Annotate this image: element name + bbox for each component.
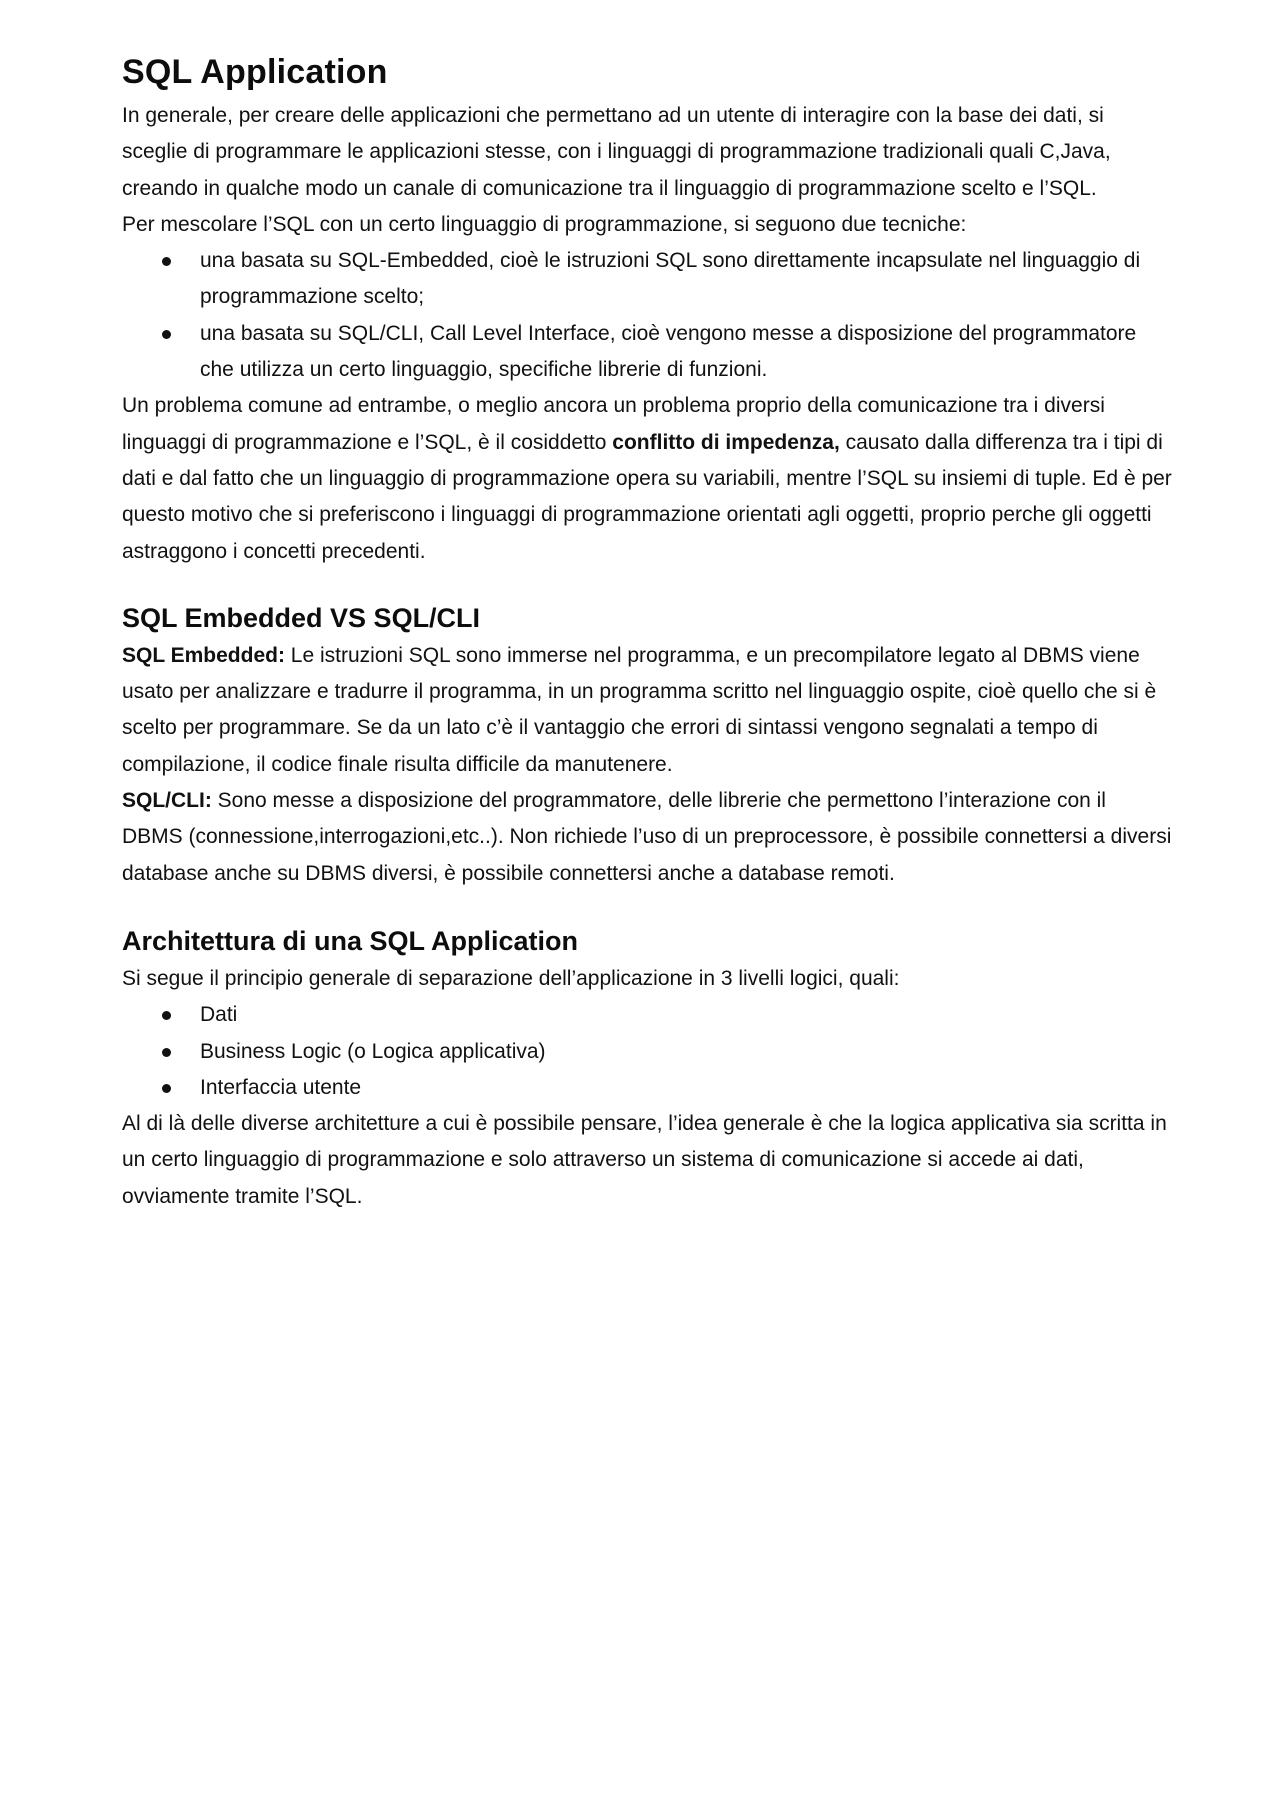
cli-paragraph [122,783,1172,892]
list-item-text: una basata su SQL-Embedded, cioè le istruzioni SQL sono direttamente incapsulate nel linguaggio di programmazione scelto; [200,249,1141,309]
section-spacer [122,892,1172,923]
embedded-text: Le istruzioni SQL sono immerse nel programma, e un precompilatore legato al DBMS viene usato per analizzare e tradurre il programma, in un programma scritto nel linguaggio ospite, cioè quello che si è scelto per programmare. Se da un lato c’è il vantaggio che errori di sintassi vengono segnalati a tempo di compilazione, il codice finale risulta difficile da manutenere. [122,643,1157,776]
techniques-intro: Per mescolare l’SQL con un certo linguaggio di programmazione, si seguono due tecniche: [122,212,967,236]
bullet-icon [162,1011,171,1020]
techniques-list [122,243,1172,388]
list-item [122,997,1172,1033]
list-item [122,1034,1172,1070]
list-item [122,1070,1172,1106]
list-item [122,316,1172,389]
impedance-text-after: causato dalla differenza tra i tipi di dati e dal fatto che un linguaggio di programmazione opera su variabili, mentre l’SQL su insiemi di tuple. Ed è per questo motivo che si preferiscono i linguaggi di programmazione orientati agli oggetti, proprio perche gli oggetti astraggono i concetti precedenti. [122,430,1172,563]
architecture-intro: Si segue il principio generale di separazione dell’applicazione in 3 livelli logici, quali: [122,966,900,990]
impedance-term: conflitto di impedenza, [612,430,840,454]
levels-list [122,997,1172,1106]
document-content [122,50,1172,1215]
cli-label: SQL/CLI: [122,789,212,813]
section-title-sql-application: SQL Application [122,53,388,91]
embedded-paragraph [122,638,1172,783]
architecture-conclusion: Al di là delle diverse architetture a cui è possibile pensare, l’idea generale è che la logica applicativa sia scritta in un certo linguaggio di programmazione e solo attraverso un sistema di comunicazione si accede ai dati, ovviamente tramite l’SQL. [122,1112,1167,1208]
bullet-icon [162,257,171,266]
list-item [122,243,1172,316]
impedance-paragraph [122,388,1172,569]
section-title-architecture: Architettura di una SQL Application [122,925,579,956]
list-item-text: Dati [200,1003,238,1027]
section-spacer [122,570,1172,600]
intro-paragraph: In generale, per creare delle applicazioni che permettano ad un utente di interagire con la base dei dati, si sceglie di programmare le applicazioni stesse, con i linguaggi di programmazione tradizionali quali C,Java, creando in qualche modo un canale di comunicazione tra il linguaggio di programmazione scelto e l’SQL. [122,104,1111,200]
cli-text: Sono messe a disposizione del programmatore, delle librerie che permettono l’interazione con il DBMS (connessione,interrogazioni,etc..). Non richiede l’uso di un preprocessore, è possibile connettersi a diversi database anche su DBMS diversi, è possibile connettersi anche a database remoti. [122,789,1172,885]
list-item-text: Interfaccia utente [200,1075,362,1099]
section-title-embedded-vs-cli: SQL Embedded VS SQL/CLI [122,602,481,633]
bullet-icon [162,1084,171,1093]
list-item-text: una basata su SQL/CLI, Call Level Interface, cioè vengono messe a disposizione del programmatore che utilizza un certo linguaggio, specifiche librerie di funzioni. [200,321,1137,382]
impedance-text-before: Un problema comune ad entrambe, o meglio ancora un problema proprio della comunicazione tra i diversi linguaggi di programmazione e l’SQL, è il cosiddetto [122,394,1105,454]
bullet-icon [162,330,171,339]
bullet-icon [162,1048,171,1057]
embedded-label: SQL Embedded: [122,643,285,667]
list-item-text: Business Logic (o Logica applicativa) [200,1039,546,1063]
